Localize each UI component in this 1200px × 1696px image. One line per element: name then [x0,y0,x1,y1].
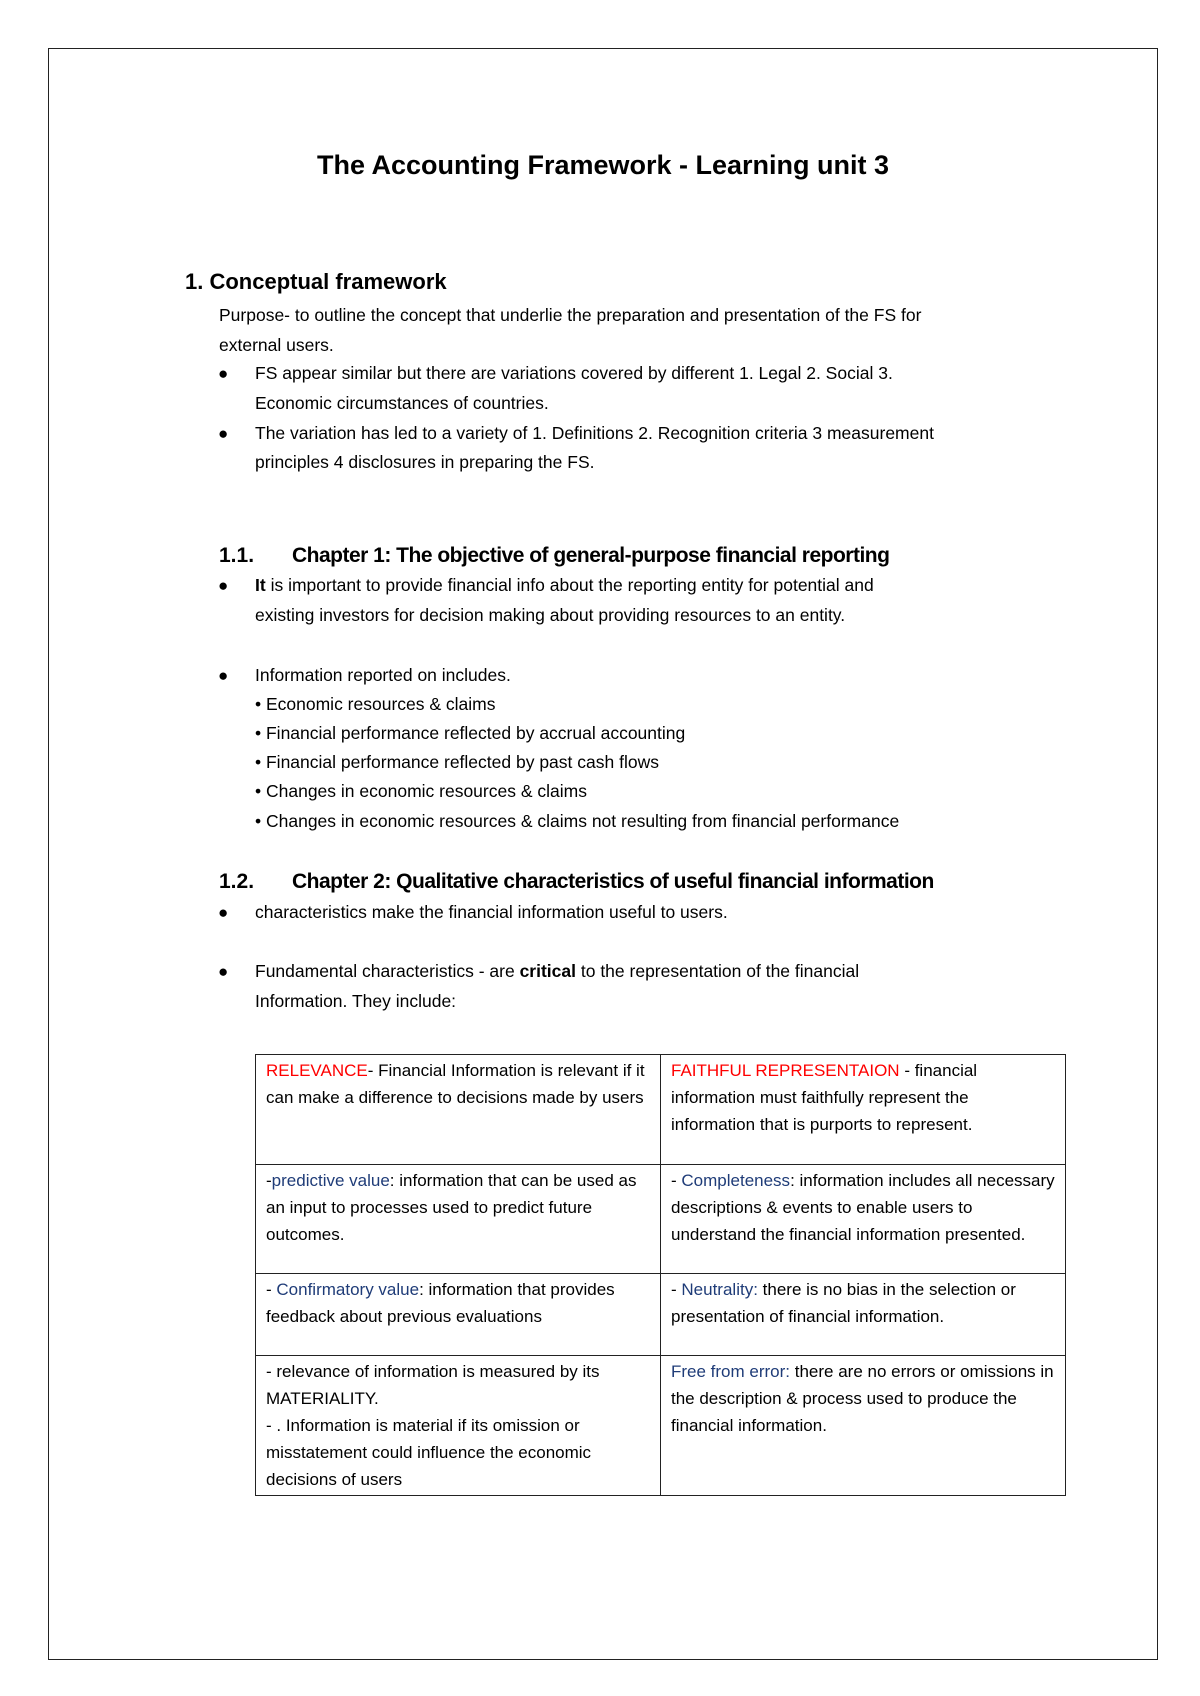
section-number: 1.1. [219,544,255,567]
bullet-text: Information. They include: [255,991,457,1011]
qualitative-characteristics-table [255,1054,1066,1496]
cell-text: - relevance of information is measured by its MATERIALITY. [266,1362,600,1408]
bullet-text: FS appear similar but there are variations covered by different 1. Legal 2. Social 3. [255,363,893,383]
cell-key: predictive value [271,1171,390,1190]
table-cell [256,1055,661,1165]
bullet-text-rest: is important to provide financial info about the reporting entity for potential and [265,575,874,595]
cell-text: : information includes all necessary descriptions & events to enable users to understand the financial information presented. [671,1171,1055,1244]
cell-prefix: - [671,1171,682,1190]
table-cell [661,1274,1066,1356]
text: to the representation of the financial [576,961,860,981]
bullet-text: characteristics make the financial information useful to users. [255,902,728,922]
bullet-text: existing investors for decision making about providing resources to an entity. [255,605,846,625]
sub-item: • Financial performance reflected by accrual accounting [255,723,686,743]
cell-key: FAITHFUL REPRESENTAION [671,1061,900,1080]
cell-text: : information that provides feedback about previous evaluations [266,1280,615,1326]
cell-prefix: - [266,1280,277,1299]
table-cell [256,1356,661,1496]
table-row [256,1165,1066,1274]
table-cell [661,1356,1066,1496]
table-row [256,1356,1066,1496]
table-cell [661,1055,1066,1165]
bullet-text: Information reported on includes. [255,665,511,685]
section-heading-conceptual-framework: 1. Conceptual framework [185,269,447,294]
bullet-icon: ● [218,903,229,922]
bold-word: critical [519,961,576,981]
cell-key: Confirmatory value [276,1280,420,1299]
bullet-icon: ● [218,576,229,595]
cell-text: - Financial Information is relevant if it can make a difference to decisions made by users [266,1061,645,1107]
table-cell [256,1165,661,1274]
bullet-icon: ● [218,666,229,685]
cell-key: Completeness [681,1171,791,1190]
bullet-text [255,957,859,987]
section-number: 1.2. [219,870,255,893]
sub-item: • Economic resources & claims [255,694,496,714]
document-title: The Accounting Framework - Learning unit 3 [316,150,890,180]
bold-word: It [255,575,266,595]
bullet-text: principles 4 disclosures in preparing the FS. [255,452,595,472]
purpose-line: Purpose- to outline the concept that underlie the preparation and presentation of the FS for [219,305,922,325]
cell-text: : information that can be used as an input to processes used to predict future outcomes. [266,1171,637,1244]
bullet-text [255,571,874,601]
cell-key: RELEVANCE [266,1061,368,1080]
table-row [256,1055,1066,1165]
table-cell [661,1165,1066,1274]
sub-item: • Changes in economic resources & claims not resulting from financial performance [255,811,900,831]
cell-prefix: - [671,1280,682,1299]
section-heading-chapter-2: Chapter 2: Qualitative characteristics of useful financial information [292,870,934,893]
bullet-icon: ● [218,424,229,443]
sub-item: • Changes in economic resources & claims [255,781,587,801]
cell-text: - . Information is material if its omission or misstatement could influence the economic decisions of users [266,1416,592,1489]
table-cell [256,1274,661,1356]
cell-text: - financial information must faithfully represent the information that is purports to represent. [671,1061,978,1134]
cell-key: Neutrality: [681,1280,758,1299]
section-heading-chapter-1: Chapter 1: The objective of general-purpose financial reporting [292,544,890,567]
cell-prefix: - [266,1171,272,1190]
purpose-line: external users. [219,335,334,355]
cell-text: there are no errors or omissions in the description & process used to produce the financial information. [671,1362,1054,1435]
sub-item: • Financial performance reflected by past cash flows [255,752,659,772]
cell-text: there is no bias in the selection or presentation of financial information. [671,1280,1016,1326]
table-row [256,1274,1066,1356]
bullet-text: Economic circumstances of countries. [255,393,549,413]
bullet-icon: ● [218,364,229,383]
text: Fundamental characteristics - are [255,961,520,981]
bullet-text: The variation has led to a variety of 1. Definitions 2. Recognition criteria 3 measurement [255,423,934,443]
cell-key: Free from error: [671,1362,791,1381]
bullet-icon: ● [218,962,229,981]
